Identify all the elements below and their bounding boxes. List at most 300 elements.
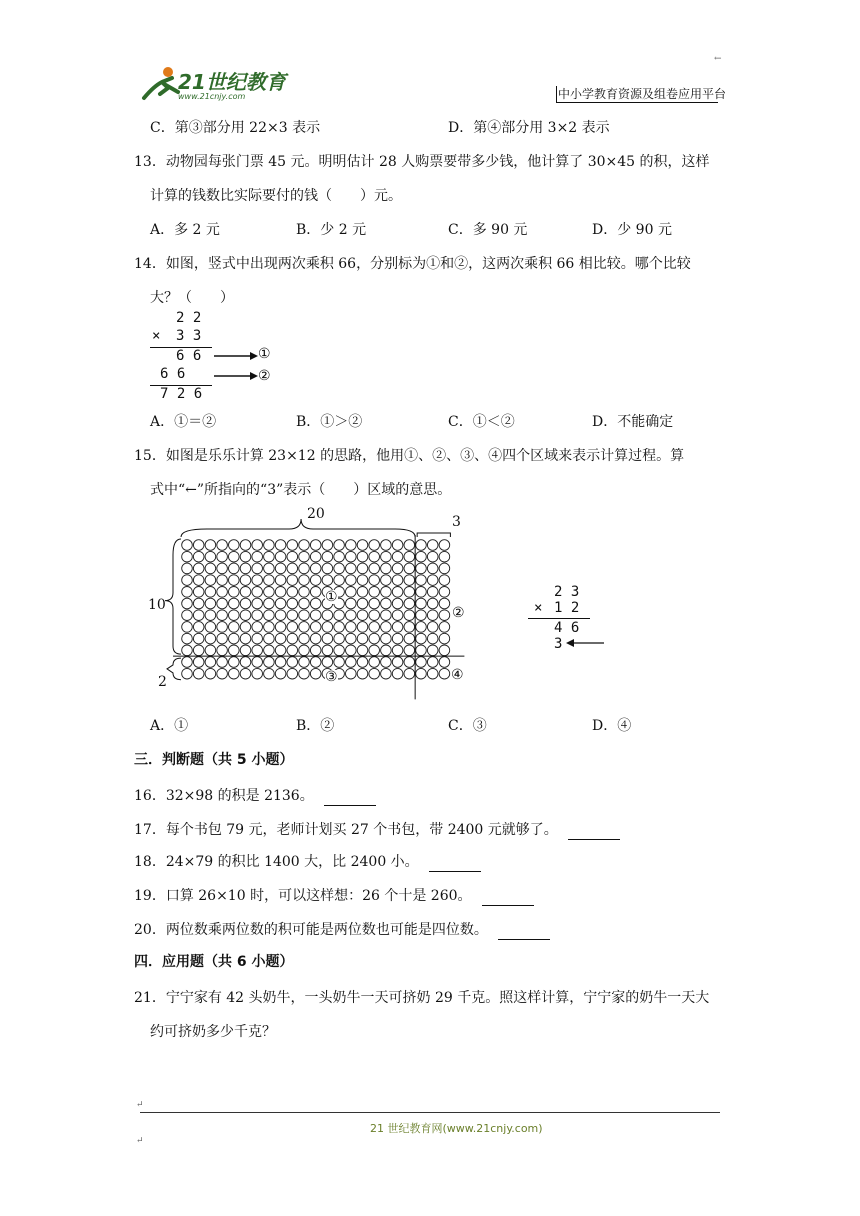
dot (392, 668, 403, 679)
dot (427, 610, 438, 621)
dot (346, 598, 357, 609)
dot (381, 657, 392, 668)
dot (392, 551, 403, 562)
dot (275, 657, 286, 668)
dot (264, 598, 275, 609)
dot (427, 598, 438, 609)
dot (427, 563, 438, 574)
dot (299, 587, 310, 598)
dot (334, 563, 345, 574)
dot (381, 633, 392, 644)
dot (299, 540, 310, 551)
zone-2-label: ② (452, 605, 465, 621)
dot (240, 551, 251, 562)
q15-dot-figure (144, 504, 494, 704)
dot (427, 633, 438, 644)
dot (205, 540, 216, 551)
dot (334, 645, 345, 656)
dot (416, 668, 427, 679)
dot (252, 622, 263, 633)
dot (264, 633, 275, 644)
dot (404, 610, 415, 621)
dot (322, 622, 333, 633)
dot (193, 645, 204, 656)
dot (299, 668, 310, 679)
dot (369, 645, 380, 656)
dot (205, 563, 216, 574)
dot (299, 551, 310, 562)
q14-fig-row2: 3 3 (176, 328, 202, 344)
dot (217, 563, 228, 574)
dot (392, 598, 403, 609)
dot (381, 622, 392, 633)
header-logo (138, 64, 288, 104)
dot (427, 657, 438, 668)
dot (264, 575, 275, 586)
dot (404, 657, 415, 668)
dot (310, 657, 321, 668)
q15-option-c: C．③ (448, 718, 487, 734)
dot (240, 587, 251, 598)
q13-line1: 13．动物园每张门票 45 元。明明估计 28 人购票要带多少钱，他计算了 30×45 的积，这样 (134, 154, 710, 170)
dot (287, 575, 298, 586)
q14-marker-2: ② (258, 368, 271, 384)
q15-option-d: D．④ (592, 718, 632, 734)
dot (205, 668, 216, 679)
answer-blank[interactable] (498, 925, 550, 940)
dot (193, 633, 204, 644)
dot (392, 610, 403, 621)
dot (287, 540, 298, 551)
judge-text: 18．24×79 的积比 1400 大，比 2400 小。 (134, 854, 419, 870)
dot (217, 657, 228, 668)
dot (369, 575, 380, 586)
dot (205, 657, 216, 668)
dot (193, 598, 204, 609)
footer-rule (140, 1112, 720, 1113)
dot (264, 551, 275, 562)
dot (392, 575, 403, 586)
dot (416, 657, 427, 668)
dot (287, 598, 298, 609)
platform-label: 中小学教育资源及组卷应用平台 (558, 87, 727, 101)
judge-item-18 (134, 852, 481, 872)
dot (182, 668, 193, 679)
dot (322, 657, 333, 668)
dot (182, 645, 193, 656)
dot (369, 657, 380, 668)
footer-mark-2: ↵ (136, 1136, 144, 1146)
dot (299, 657, 310, 668)
dot (252, 551, 263, 562)
dot (416, 551, 427, 562)
dot (404, 551, 415, 562)
dot (264, 668, 275, 679)
dot (252, 587, 263, 598)
dot (392, 587, 403, 598)
dot (217, 668, 228, 679)
dot (299, 563, 310, 574)
dot (334, 540, 345, 551)
dot (427, 551, 438, 562)
dot (346, 540, 357, 551)
q14-option-d: D．不能确定 (592, 414, 674, 430)
q14-option-c: C．①＜② (448, 414, 515, 430)
dot (275, 598, 286, 609)
q13-line2: 计算的钱数比实际要付的钱（ ）元。 (150, 188, 402, 204)
logo-url: www.21cnjy.com (178, 92, 246, 101)
dot (217, 575, 228, 586)
dot (310, 551, 321, 562)
judge-item-16 (134, 786, 376, 806)
dot (310, 633, 321, 644)
dot (439, 622, 450, 633)
dot (439, 551, 450, 562)
q14-fig-row5: 7 2 6 (160, 386, 203, 402)
dot (217, 551, 228, 562)
dot (240, 668, 251, 679)
dot (205, 633, 216, 644)
dot (357, 563, 368, 574)
dot (217, 540, 228, 551)
label-3: 3 (452, 514, 461, 530)
dot (322, 610, 333, 621)
q15-calc-row1: 2 3 (554, 584, 580, 600)
dot (310, 540, 321, 551)
q21-line2: 约可挤奶多少千克？ (150, 1024, 276, 1040)
dot (299, 622, 310, 633)
dot (217, 610, 228, 621)
dot (299, 610, 310, 621)
dot (427, 540, 438, 551)
dot (299, 598, 310, 609)
dot (416, 575, 427, 586)
dot (240, 633, 251, 644)
dot (252, 633, 263, 644)
dot (217, 633, 228, 644)
dot (381, 563, 392, 574)
dot (193, 622, 204, 633)
dot (439, 633, 450, 644)
dot (217, 587, 228, 598)
dot (229, 540, 240, 551)
zone-1-label: ① (325, 589, 338, 605)
dot (229, 645, 240, 656)
dot (287, 587, 298, 598)
q14-fig-times: × (152, 328, 161, 344)
dot (369, 598, 380, 609)
dot (217, 598, 228, 609)
dot (439, 587, 450, 598)
dot (193, 668, 204, 679)
left-arrow-icon (566, 636, 606, 650)
dot (193, 575, 204, 586)
answer-blank[interactable] (429, 857, 481, 872)
dot (369, 633, 380, 644)
dot (264, 563, 275, 574)
dot (240, 540, 251, 551)
dot (381, 551, 392, 562)
dot (182, 622, 193, 633)
dot (322, 540, 333, 551)
dot (322, 563, 333, 574)
dot (193, 563, 204, 574)
dot (275, 645, 286, 656)
q14-marker-1: ① (258, 346, 271, 362)
dot (264, 610, 275, 621)
judge-text: 16．32×98 的积是 2136。 (134, 788, 314, 804)
dot (229, 610, 240, 621)
dot (193, 657, 204, 668)
dot (240, 622, 251, 633)
zone-3-label: ③ (325, 669, 338, 685)
dot (310, 610, 321, 621)
dot (369, 610, 380, 621)
dot (357, 587, 368, 598)
dot (439, 657, 450, 668)
dot (193, 551, 204, 562)
dot (252, 563, 263, 574)
dot (264, 622, 275, 633)
dot (334, 633, 345, 644)
q14-fig-row3: 6 6 (176, 348, 202, 364)
dot (193, 587, 204, 598)
dot (264, 657, 275, 668)
dot (346, 563, 357, 574)
brace-left-2 (167, 658, 181, 680)
dot (310, 587, 321, 598)
dot (240, 657, 251, 668)
dot (334, 657, 345, 668)
dot (217, 622, 228, 633)
dot (392, 657, 403, 668)
dot (287, 633, 298, 644)
dot (404, 587, 415, 598)
q13-option-d: D．少 90 元 (592, 222, 672, 238)
dot (369, 668, 380, 679)
dot (182, 575, 193, 586)
dot (346, 587, 357, 598)
dot (275, 551, 286, 562)
dot (252, 598, 263, 609)
q15-calc-line (528, 618, 590, 619)
dot (381, 540, 392, 551)
dot (252, 610, 263, 621)
dot (275, 587, 286, 598)
dot (182, 598, 193, 609)
dot (439, 668, 450, 679)
dot (240, 610, 251, 621)
dot (322, 633, 333, 644)
q15-calc-times: × (534, 600, 543, 616)
dot (439, 645, 450, 656)
q15-calc-row3: 4 6 (554, 620, 580, 636)
dot (369, 622, 380, 633)
q15-option-a: A．① (150, 718, 189, 734)
dot (264, 645, 275, 656)
dot (240, 598, 251, 609)
dot (439, 563, 450, 574)
q21-line1: 21．宁宁家有 42 头奶牛，一头奶牛一天可挤奶 29 千克。照这样计算，宁宁家的奶牛一天大 (134, 990, 710, 1006)
judge-text: 20．两位数乘两位数的积可能是两位数也可能是四位数。 (134, 922, 488, 938)
header-rule-vertical (556, 86, 557, 102)
dot (182, 610, 193, 621)
dot (439, 598, 450, 609)
q14-arrows (212, 350, 260, 384)
dot (346, 575, 357, 586)
label-2: 2 (158, 674, 167, 690)
q14-option-b: B．①＞② (296, 414, 363, 430)
dot (346, 645, 357, 656)
q14-fig-row1: 2 2 (176, 310, 202, 326)
brace-top-20 (181, 519, 415, 537)
q15-line1: 15．如图是乐乐计算 23×12 的思路，他用①、②、③、④四个区域来表示计算过程。算 (134, 448, 685, 464)
q15-option-b: B．② (296, 718, 335, 734)
judge-item-20 (134, 920, 550, 940)
dot (193, 540, 204, 551)
dot (275, 622, 286, 633)
zone-4-label: ④ (451, 667, 464, 683)
dot (427, 668, 438, 679)
dot (346, 610, 357, 621)
dot (381, 575, 392, 586)
dot (299, 645, 310, 656)
dot (287, 563, 298, 574)
q13-option-a: A．多 2 元 (150, 222, 220, 238)
dot (381, 598, 392, 609)
dot (416, 563, 427, 574)
q15-line2: 式中“←”所指向的“3”表示（ ）区域的意思。 (150, 482, 452, 498)
dot (357, 668, 368, 679)
dot (346, 633, 357, 644)
dot (404, 668, 415, 679)
dot (404, 645, 415, 656)
dot (334, 551, 345, 562)
dot (205, 610, 216, 621)
dot (392, 633, 403, 644)
answer-blank[interactable] (568, 825, 620, 840)
dot (381, 645, 392, 656)
dot (357, 575, 368, 586)
dot (439, 610, 450, 621)
dot (357, 551, 368, 562)
dot (182, 633, 193, 644)
label-10: 10 (148, 597, 166, 613)
dot (427, 622, 438, 633)
dot (275, 633, 286, 644)
dot (369, 551, 380, 562)
dot (229, 668, 240, 679)
dot (205, 551, 216, 562)
dot (416, 610, 427, 621)
dot (416, 540, 427, 551)
mark-top: ← (714, 54, 722, 64)
dot (205, 598, 216, 609)
answer-blank[interactable] (482, 891, 534, 906)
dot (182, 551, 193, 562)
dot (310, 622, 321, 633)
q13-option-b: B．少 2 元 (296, 222, 367, 238)
dot (229, 633, 240, 644)
dot (404, 633, 415, 644)
section3-heading: 三．判断题（共 5 小题） (134, 752, 294, 768)
dot (229, 657, 240, 668)
dot (205, 587, 216, 598)
dot (229, 563, 240, 574)
dot (217, 645, 228, 656)
dot (357, 645, 368, 656)
dot (252, 645, 263, 656)
dot (287, 657, 298, 668)
dot (381, 587, 392, 598)
dot (357, 540, 368, 551)
dot (182, 587, 193, 598)
dot (193, 610, 204, 621)
q14-fig-row4: 6 6 (160, 366, 186, 382)
dot-grid-svg (144, 504, 494, 704)
runner-icon (138, 64, 182, 102)
dot (275, 540, 286, 551)
dot (240, 645, 251, 656)
dot (334, 610, 345, 621)
dot (182, 563, 193, 574)
q14-option-a: A．①＝② (150, 414, 217, 430)
dot (205, 622, 216, 633)
dot (264, 587, 275, 598)
dot (381, 610, 392, 621)
answer-blank[interactable] (324, 791, 376, 806)
dot (299, 633, 310, 644)
dot (369, 587, 380, 598)
dot (416, 645, 427, 656)
dot (287, 610, 298, 621)
dot (334, 575, 345, 586)
q14-line1: 14．如图，竖式中出现两次乘积 66，分别标为①和②，这两次乘积 66 相比较。哪个比较 (134, 256, 691, 272)
section4-heading: 四．应用题（共 6 小题） (134, 954, 294, 970)
dot (229, 587, 240, 598)
dot (346, 657, 357, 668)
dot (427, 645, 438, 656)
q14-figure (146, 310, 286, 406)
dot (416, 622, 427, 633)
brace-left-10 (165, 539, 181, 654)
dot (310, 668, 321, 679)
dot (229, 575, 240, 586)
dot (416, 633, 427, 644)
dot (275, 668, 286, 679)
dot (357, 633, 368, 644)
dot (310, 645, 321, 656)
dot (357, 657, 368, 668)
dot (205, 645, 216, 656)
dot (287, 668, 298, 679)
q12-option-c: C．第③部分用 22×3 表示 (150, 120, 321, 136)
dot (427, 575, 438, 586)
dot (287, 622, 298, 633)
dot (240, 563, 251, 574)
dot (334, 622, 345, 633)
q15-calc-row4: 3 (554, 636, 563, 652)
footer-text: 21 世纪教育网(www.21cnjy.com) (370, 1122, 543, 1135)
dot (229, 598, 240, 609)
dot (392, 622, 403, 633)
dot (357, 610, 368, 621)
dot (439, 540, 450, 551)
dot (252, 668, 263, 679)
dot (346, 622, 357, 633)
dot (357, 622, 368, 633)
footer-mark: ↵ (136, 1100, 144, 1110)
